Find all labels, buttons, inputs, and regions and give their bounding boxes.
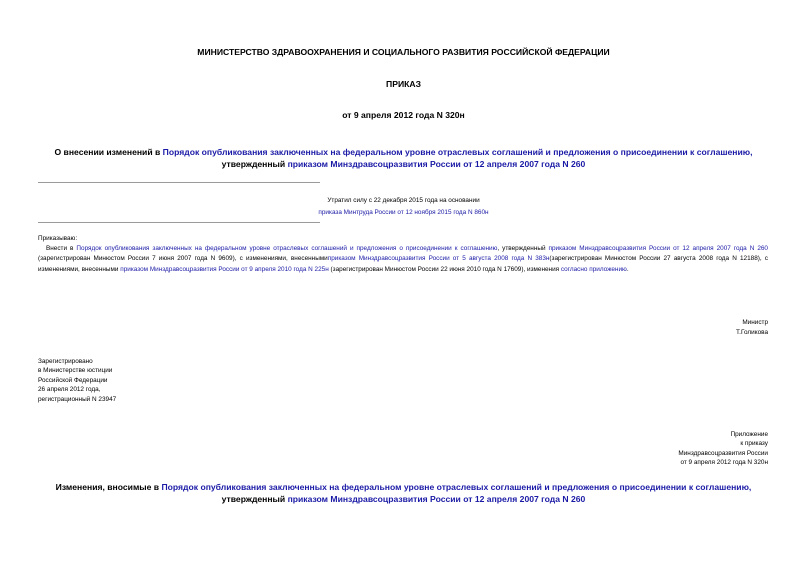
- appendix-title-prefix: Изменения, вносимые в: [55, 482, 162, 492]
- signature-name: Т.Голикова: [735, 329, 768, 337]
- title-link-order[interactable]: Порядок опубликования заключенных на федеральном уровне отраслевых соглашений и предложения о присоединении к соглашению,: [162, 147, 753, 157]
- order-text-2: , утвержденный: [497, 245, 549, 252]
- order-link-procedure[interactable]: Порядок опубликования заключенных на федеральном уровне отраслевых соглашений и предложения о присоединении к соглашению: [76, 245, 498, 252]
- document-title: [30, 146, 777, 170]
- divider-top: [38, 182, 320, 183]
- appendix-ref-line: от 9 апреля 2012 года N 320н: [680, 459, 768, 467]
- doc-type-heading: ПРИКАЗ: [386, 79, 421, 89]
- registration-line: 26 апреля 2012 года,: [38, 386, 101, 394]
- appendix-ref-line: Приложение: [730, 431, 768, 438]
- registration-line: Российской Федерации: [38, 376, 108, 384]
- order-paragraph: [38, 244, 768, 275]
- status-note-link[interactable]: приказа Минтруда России от 12 ноября 2015 года N 860н: [318, 209, 489, 216]
- order-text-6: .: [626, 265, 629, 273]
- divider-bottom: [38, 222, 320, 223]
- appendix-ref-line: к приказу: [740, 440, 768, 448]
- appendix-title-mid: утвержденный: [221, 494, 288, 504]
- order-text-5: (зарегистрирован Минюстом России 22 июня 2010 года N 17609), изменения: [328, 265, 561, 273]
- registration-block: [38, 357, 116, 404]
- registration-line: Зарегистрировано: [38, 358, 93, 365]
- appendix-title-link-act[interactable]: приказом Минздравсоцразвития России от 12 апреля 2007 года N 260: [287, 494, 586, 504]
- order-link-225n[interactable]: приказом Минздравсоцразвития России от 9 апреля 2010 года N 225н: [120, 265, 329, 273]
- appendix-title-link-order[interactable]: Порядок опубликования заключенных на федеральном уровне отраслевых соглашений и предложения о присоединении к соглашению,: [161, 482, 752, 492]
- order-word: Приказываю:: [38, 235, 78, 242]
- registration-line: в Министерстве юстиции: [38, 367, 113, 375]
- order-text-3: (зарегистрирован Минюстом России 7 июня 2007 года N 9609), с изменениями, внесенными: [38, 255, 328, 263]
- order-link-appendix[interactable]: согласно приложению: [560, 265, 627, 273]
- ministry-heading: МИНИСТЕРСТВО ЗДРАВООХРАНЕНИЯ И СОЦИАЛЬНОГО РАЗВИТИЯ РОССИЙСКОЙ ФЕДЕРАЦИИ: [197, 47, 610, 57]
- doc-date-number: от 9 апреля 2012 года N 320н: [342, 110, 465, 120]
- signature-position: Министр: [742, 319, 768, 326]
- status-note-text: Утратил силу с 22 декабря 2015 года на основании: [327, 197, 480, 204]
- order-text-4: (зарегистрирован Минюстом России 27 августа 2008 года N 12188), с изменениями, внесенными: [38, 255, 768, 273]
- registration-line: регистрационный N 23947: [38, 395, 117, 403]
- appendix-ref-line: Минздравсоцразвития России: [678, 449, 768, 457]
- title-link-act[interactable]: приказом Минздравсоцразвития России от 12 апреля 2007 года N 260: [287, 159, 586, 169]
- order-link-383n[interactable]: приказом Минздравсоцразвития России от 5 августа 2008 года N 383н: [327, 255, 550, 263]
- order-text-1: Внести в: [46, 245, 77, 252]
- title-mid: утвержденный: [221, 159, 288, 169]
- appendix-title: [30, 481, 777, 505]
- order-link-260[interactable]: приказом Минздравсоцразвития России от 12 апреля 2007 года N 260: [548, 245, 768, 252]
- title-prefix: О внесении изменений в: [54, 147, 163, 157]
- signature-block: [736, 318, 768, 338]
- status-note: [0, 195, 807, 219]
- appendix-reference: [678, 430, 768, 468]
